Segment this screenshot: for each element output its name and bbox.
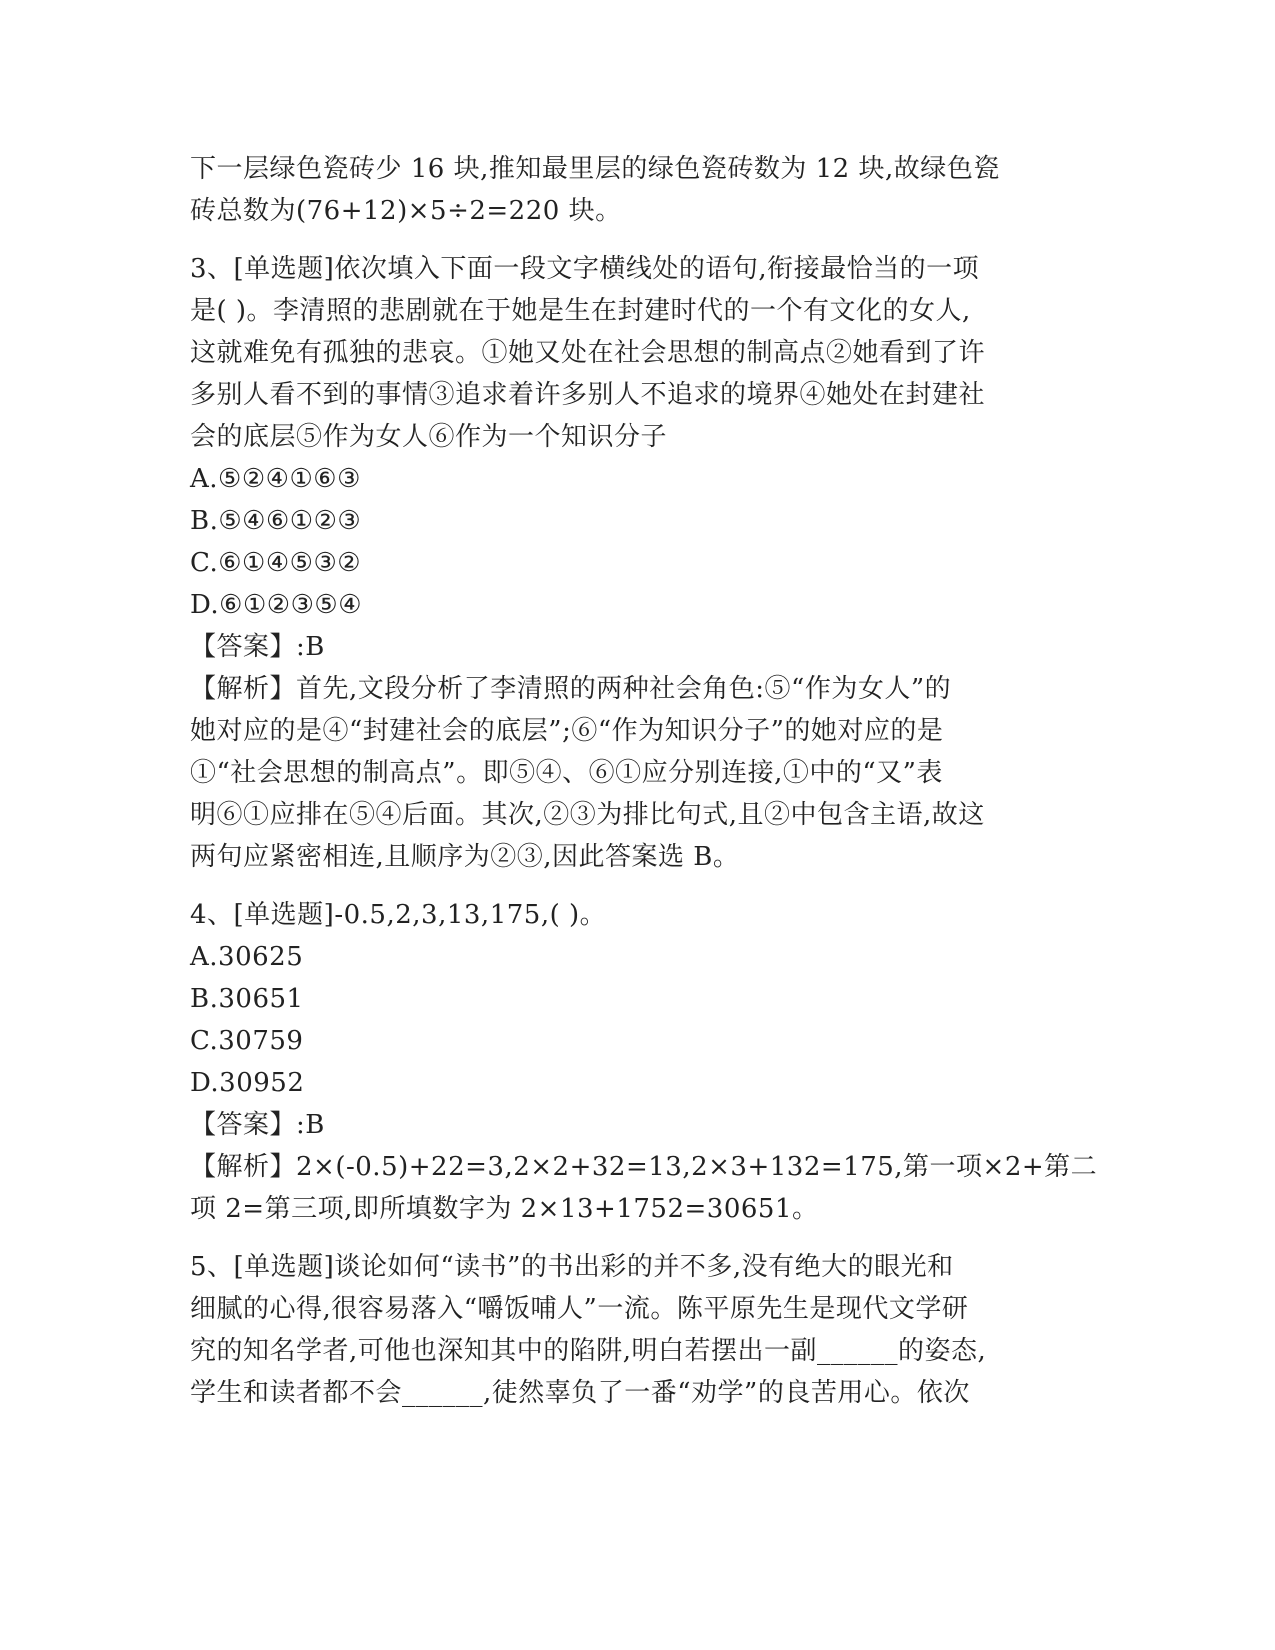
text-line: 下一层绿色瓷砖少 16 块,推知最里层的绿色瓷砖数为 12 块,故绿色瓷 (190, 154, 1000, 184)
analysis-line: ①“社会思想的制高点”。即⑤④、⑥①应分别连接,①中的“又”表 (190, 758, 943, 788)
analysis-line: 【解析】2×(-0.5)+22=3,2×2+32=13,2×3+132=175,第一项×2+第二 (190, 1152, 1098, 1182)
text-line: 砖总数为(76+12)×5÷2=220 块。 (190, 196, 622, 226)
option-a: A.30625 (190, 942, 304, 972)
question-text-line: 3、[单选题]依次填入下面一段文字横线处的语句,衔接最恰当的一项 (190, 254, 980, 284)
analysis-line: 明⑥①应排在⑤④后面。其次,②③为排比句式,且②中包含主语,故这 (190, 800, 985, 830)
question-text-line: 学生和读者都不会______,徒然辜负了一番“劝学”的良苦用心。依次 (190, 1378, 970, 1408)
analysis-line: 两句应紧密相连,且顺序为②③,因此答案选 B。 (190, 842, 740, 872)
question-text-line: 5、[单选题]谈论如何“读书”的书出彩的并不多,没有绝大的眼光和 (190, 1252, 954, 1282)
option-c: C.⑥①④⑤③② (190, 548, 362, 578)
option-b: B.30651 (190, 984, 304, 1014)
question-text-line: 会的底层⑤作为女人⑥作为一个知识分子 (190, 422, 668, 452)
option-a: A.⑤②④①⑥③ (190, 464, 361, 494)
analysis-line: 她对应的是④“封建社会的底层”;⑥“作为知识分子”的她对应的是 (190, 716, 944, 746)
question-5 (190, 1246, 1090, 1414)
option-c: C.30759 (190, 1026, 304, 1056)
question-4 (190, 894, 1098, 1230)
question-text-line: 多别人看不到的事情③追求着许多别人不追求的境界④她处在封建社 (190, 380, 986, 410)
question-text-line: 4、[单选题]-0.5,2,3,13,175,( )。 (190, 900, 607, 930)
question-3 (190, 248, 1090, 878)
analysis-line: 项 2=第三项,即所填数字为 2×13+1752=30651。 (190, 1194, 819, 1224)
answer: 【答案】:B (190, 1110, 325, 1140)
question-text-line: 究的知名学者,可他也深知其中的陷阱,明白若摆出一副______的姿态, (190, 1336, 987, 1366)
previous-question-fragment (190, 148, 1090, 232)
analysis-line: 【解析】首先,文段分析了李清照的两种社会角色:⑤“作为女人”的 (190, 674, 952, 704)
question-text-line: 这就难免有孤独的悲哀。①她又处在社会思想的制高点②她看到了许 (190, 338, 986, 368)
option-b: B.⑤④⑥①②③ (190, 506, 362, 536)
option-d: D.30952 (190, 1068, 305, 1098)
document-content (190, 148, 1098, 1414)
answer: 【答案】:B (190, 632, 325, 662)
question-text-line: 是( )。李清照的悲剧就在于她是生在封建时代的一个有文化的女人, (190, 296, 971, 326)
option-d: D.⑥①②③⑤④ (190, 590, 363, 620)
question-text-line: 细腻的心得,很容易落入“嚼饭哺人”一流。陈平原先生是现代文学研 (190, 1294, 969, 1324)
